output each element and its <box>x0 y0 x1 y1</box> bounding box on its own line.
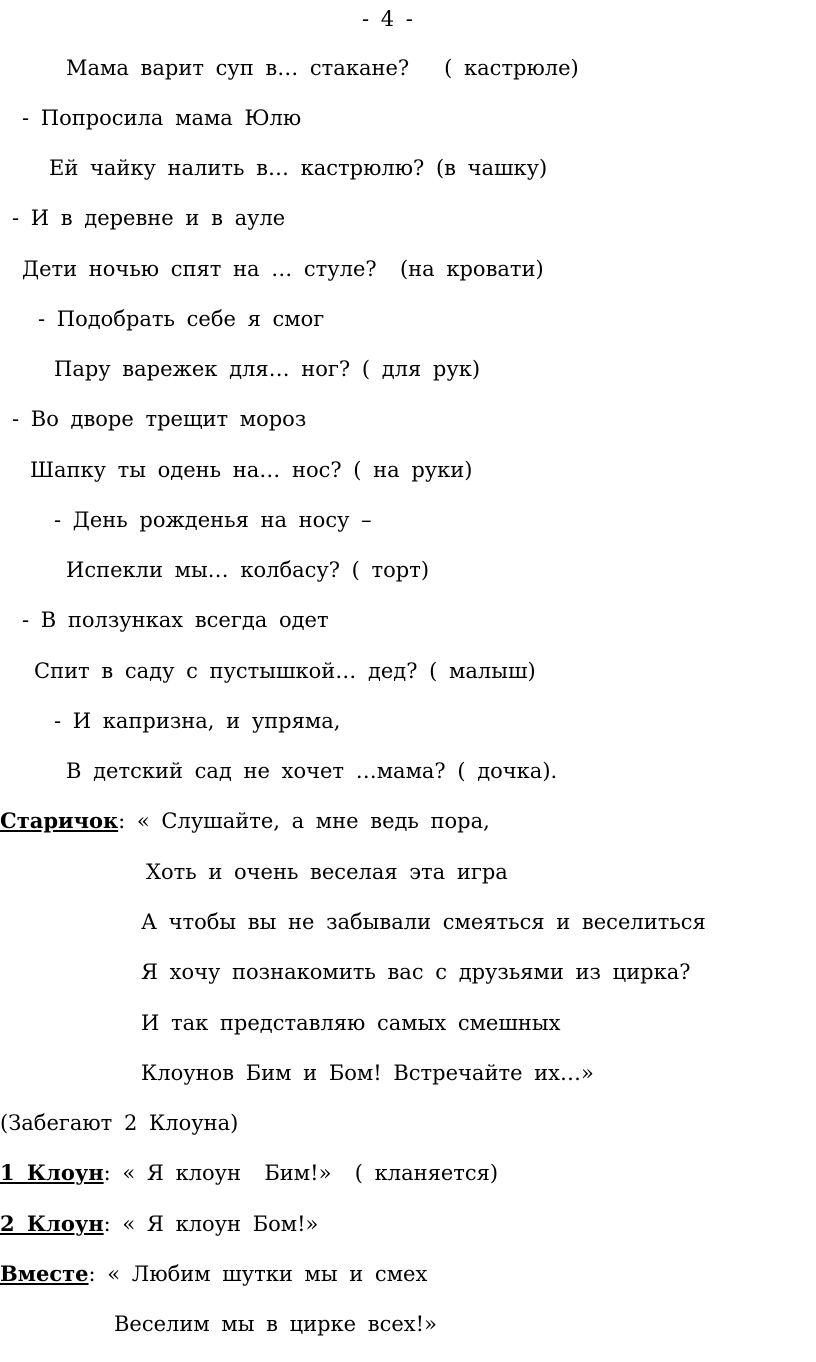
old-man-speech: : « Слушайте, а мне ведь пора, <box>118 809 490 833</box>
old-man-line: И так представляю самых смешных <box>141 1011 561 1035</box>
riddle-line: - Попросила мама Юлю <box>22 106 302 130</box>
riddle-line: Спит в саду с пустышкой… дед? ( малыш) <box>34 659 536 683</box>
old-man-line: Я хочу познакомить вас с друзьями из цирка? <box>141 960 691 984</box>
riddle-line: Мама варит суп в… стакане? ( кастрюле) <box>66 56 579 80</box>
clown1-line <box>0 1160 498 1186</box>
riddle-line: Испекли мы… колбасу? ( торт) <box>66 558 430 582</box>
riddle-line: - И в деревне и в ауле <box>12 206 286 230</box>
riddle-line: - И капризна, и упряма, <box>54 709 341 733</box>
clown2-speech: : « Я клоун Бом!» <box>103 1212 319 1236</box>
old-man-line-first <box>0 808 490 834</box>
together-line <box>0 1261 427 1287</box>
riddle-line: Пару варежек для… ног? ( для рук) <box>54 357 481 381</box>
speaker-old-man: Старичок <box>0 808 119 833</box>
page-number: - 4 - <box>362 7 413 31</box>
speaker-together: Вместе <box>0 1261 89 1286</box>
riddle-line: Дети ночью спят на … стуле? (на кровати) <box>22 257 544 281</box>
clown2-line <box>0 1211 318 1237</box>
riddle-line: - Во дворе трещит мороз <box>12 407 307 431</box>
riddle-line: - В ползунках всегда одет <box>22 608 329 632</box>
stage-direction: (Забегают 2 Клоуна) <box>0 1111 239 1135</box>
old-man-line: Хоть и очень веселая эта игра <box>146 860 508 884</box>
riddle-line: Ей чайку налить в… кастрюлю? (в чашку) <box>49 156 548 180</box>
together-speech: : « Любим шутки мы и смех <box>88 1262 428 1286</box>
clown1-speech: : « Я клоун Бим!» ( кланяется) <box>103 1161 499 1185</box>
riddle-line: Шапку ты одень на… нос? ( на руки) <box>30 458 473 482</box>
old-man-line: А чтобы вы не забывали смеяться и веселиться <box>141 910 706 934</box>
speaker-clown-1: 1 Клоун <box>0 1160 104 1185</box>
riddle-line: В детский сад не хочет …мама? ( дочка). <box>66 759 558 783</box>
together-line-second: Веселим мы в цирке всех!» <box>114 1312 437 1336</box>
riddle-line: - Подобрать себе я смог <box>38 307 325 331</box>
riddle-line: - День рожденья на носу – <box>54 508 372 532</box>
speaker-clown-2: 2 Клоун <box>0 1211 104 1236</box>
old-man-line: Клоунов Бим и Бом! Встречайте их…» <box>141 1061 594 1085</box>
